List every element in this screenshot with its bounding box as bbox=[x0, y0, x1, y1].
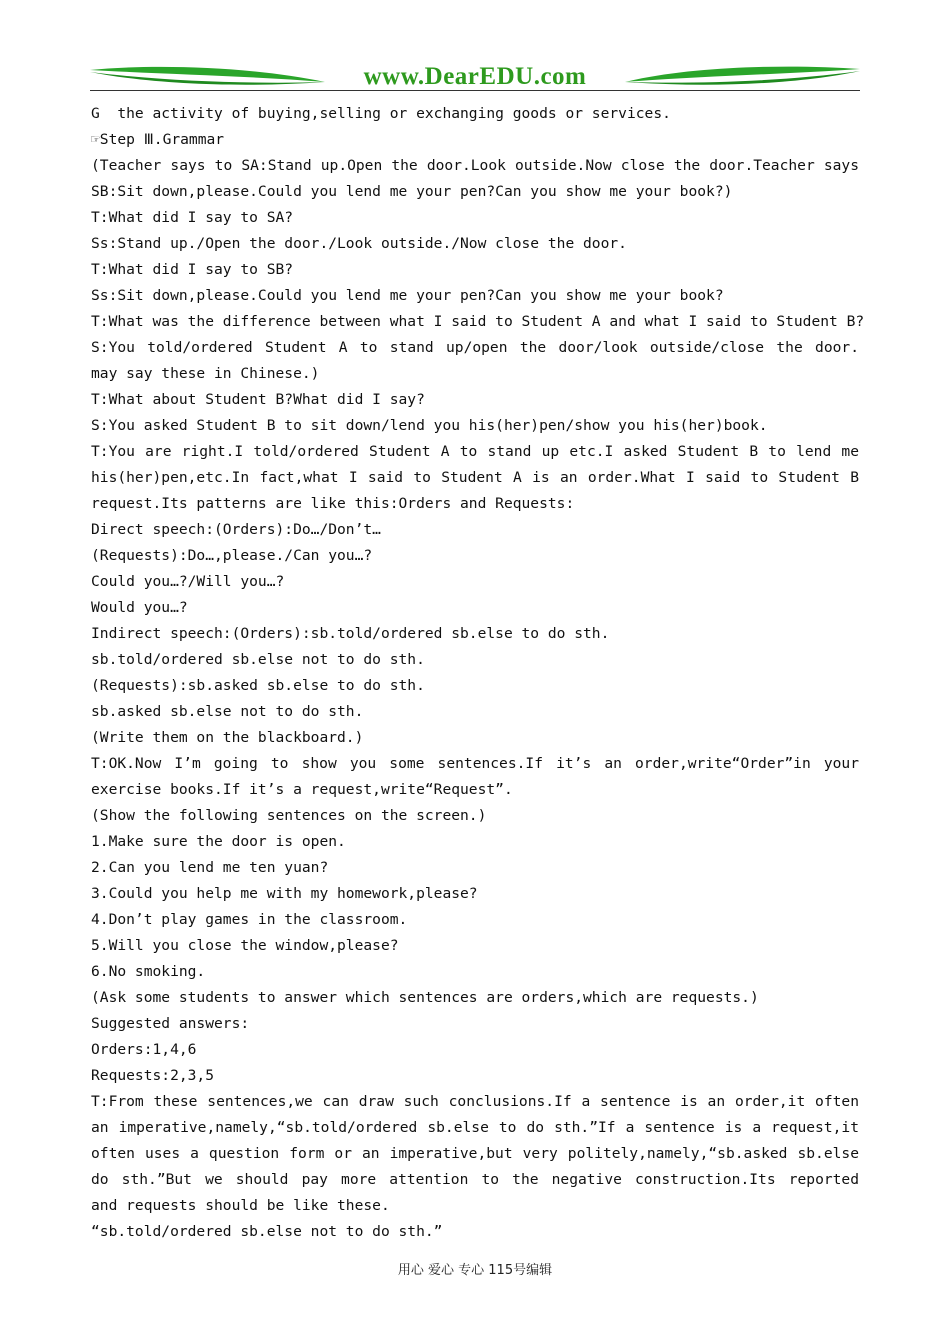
document-body bbox=[91, 101, 865, 1245]
text-line: his(her)pen,etc.In fact,what I said to Student A is an order.What I said to Student B bbox=[91, 469, 859, 486]
header-divider bbox=[90, 90, 860, 91]
list-item: 5.Will you close the window,please? bbox=[91, 937, 399, 954]
text-line: Suggested answers: bbox=[91, 1015, 250, 1032]
text-line: an imperative,namely,“sb.told/ordered sb.else to do sth.”If a sentence is a request,it bbox=[91, 1119, 859, 1136]
text-line: Requests:2,3,5 bbox=[91, 1067, 215, 1084]
text-line: and requests should be like these. bbox=[91, 1197, 390, 1214]
text-line: T:From these sentences,we can draw such conclusions.If a sentence is an order,it often bbox=[91, 1093, 859, 1110]
text-line: T:What about Student B?What did I say? bbox=[91, 391, 425, 408]
text-line: Orders:1,4,6 bbox=[91, 1041, 197, 1058]
text-line: (Requests):Do…,please./Can you…? bbox=[91, 547, 373, 564]
text-line: (Teacher says to SA:Stand up.Open the door.Look outside.Now close the door.Teacher says bbox=[91, 157, 859, 174]
text-line: (Requests):sb.asked sb.else to do sth. bbox=[91, 677, 425, 694]
list-item: 6.No smoking. bbox=[91, 963, 206, 980]
text-line: S:You told/ordered Student A to stand up/open the door/look outside/close the door. bbox=[91, 339, 859, 356]
text-line: sb.asked sb.else not to do sth. bbox=[91, 703, 364, 720]
text-line: S:You asked Student B to sit down/lend you his(her)pen/show you his(her)book. bbox=[91, 417, 768, 434]
step-heading: ☞Step Ⅲ.Grammar bbox=[91, 131, 225, 148]
text-line: Indirect speech:(Orders):sb.told/ordered sb.else to do sth. bbox=[91, 625, 610, 642]
text-line: (Show the following sentences on the screen.) bbox=[91, 807, 487, 824]
text-line: T:You are right.I told/ordered Student A to stand up etc.I asked Student B to lend me bbox=[91, 443, 859, 460]
text-line: Ss:Sit down,please.Could you lend me your pen?Can you show me your book? bbox=[91, 287, 724, 304]
text-line: T:OK.Now I’m going to show you some sentences.If it’s an order,write“Order”in your bbox=[91, 755, 859, 772]
text-line: T:What did I say to SA? bbox=[91, 209, 294, 226]
list-item: 1.Make sure the door is open. bbox=[91, 833, 346, 850]
text-line: T:What did I say to SB? bbox=[91, 261, 294, 278]
text-line: sb.told/ordered sb.else not to do sth. bbox=[91, 651, 425, 668]
text-line: request.Its patterns are like this:Orders and Requests: bbox=[91, 495, 575, 512]
site-name[interactable]: www.DearEDU.com bbox=[363, 63, 587, 90]
text-line: T:What was the difference between what I said to Student A and what I said to Student B? bbox=[91, 313, 865, 330]
text-line: G the activity of buying,selling or exchanging goods or services. bbox=[91, 105, 671, 122]
list-item: 2.Can you lend me ten yuan? bbox=[91, 859, 329, 876]
page-footer: 用心 爱心 专心 115号编辑 bbox=[397, 1263, 553, 1278]
text-line: (Ask some students to answer which sentences are orders,which are requests.) bbox=[91, 989, 759, 1006]
text-line: exercise books.If it’s a request,write“Request”. bbox=[91, 781, 513, 798]
text-line: (Write them on the blackboard.) bbox=[91, 729, 364, 746]
text-line: Would you…? bbox=[91, 599, 188, 616]
text-line: Could you…?/Will you…? bbox=[91, 573, 285, 590]
text-line: “sb.told/ordered sb.else not to do sth.” bbox=[91, 1223, 443, 1240]
list-item: 4.Don’t play games in the classroom. bbox=[91, 911, 408, 928]
text-line: Direct speech:(Orders):Do…/Don’t… bbox=[91, 521, 381, 538]
list-item: 3.Could you help me with my homework,please? bbox=[91, 885, 478, 902]
text-line: may say these in Chinese.) bbox=[91, 365, 320, 382]
text-line: SB:Sit down,please.Could you lend me your pen?Can you show me your book?) bbox=[91, 183, 733, 200]
text-line: Ss:Stand up./Open the door./Look outside./Now close the door. bbox=[91, 235, 627, 252]
text-line: often uses a question form or an imperative,but very politely,namely,“sb.asked sb.else bbox=[91, 1145, 859, 1162]
text-line: do sth.”But we should pay more attention to the negative construction.Its reported bbox=[91, 1171, 859, 1188]
